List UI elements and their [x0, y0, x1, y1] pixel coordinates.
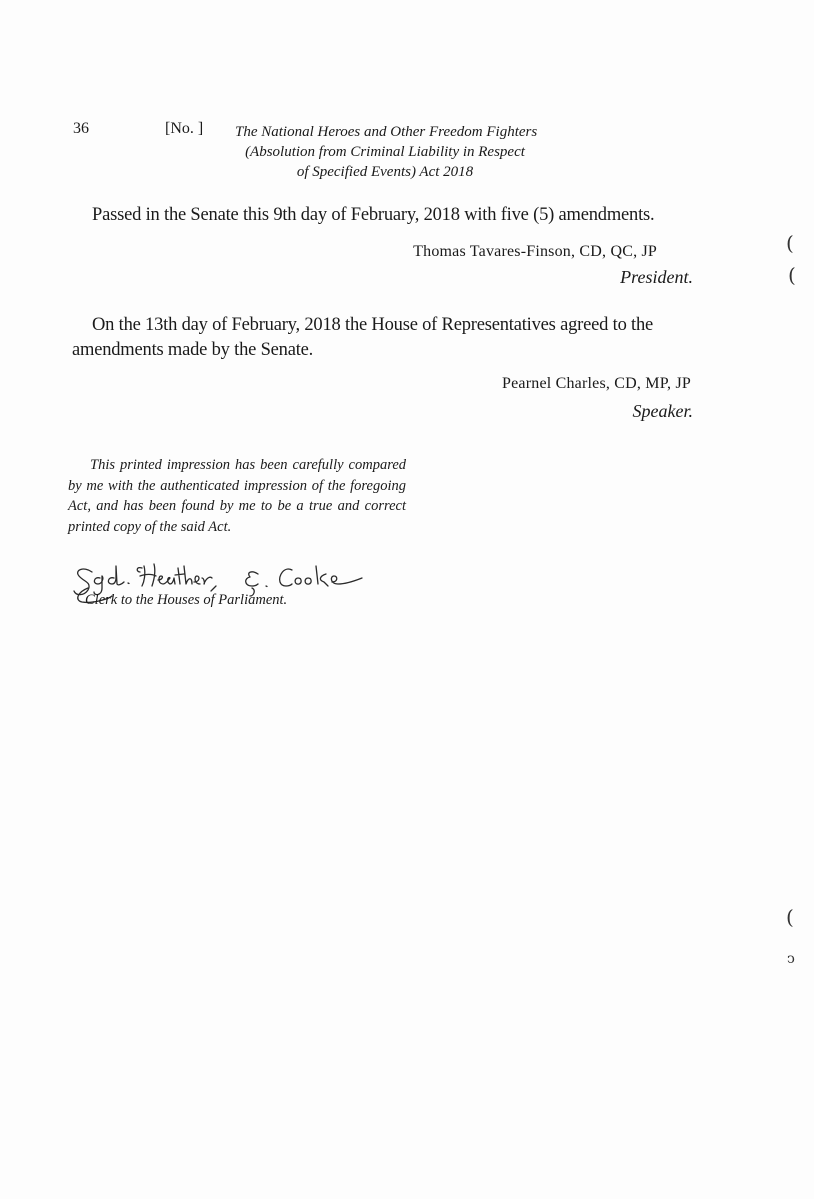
margin-mark: (: [786, 231, 794, 255]
running-title: [235, 122, 538, 182]
certification-paragraph: This printed impression has been carefully compared by me with the authenticated impression of the foregoing Act, and has been found by me to be a true and correct printed copy of the said Act.: [68, 457, 406, 535]
clerk-title: Clerk to the Houses of Parliament.: [85, 592, 288, 608]
president-name-text: Thomas Tavares-Finson, CD, QC, JP: [413, 243, 657, 260]
senate-passed-paragraph: Passed in the Senate this 9th day of February, 2018 with five (5) amendments.: [92, 205, 655, 225]
running-title-line: of Specified Events) Act 2018: [296, 164, 474, 180]
clerk-signature-block: [70, 558, 390, 618]
act-number: [No. ]: [165, 120, 204, 137]
margin-mark: (: [786, 905, 794, 929]
speaker-name-text: Pearnel Charles, CD, MP, JP: [502, 375, 691, 392]
speaker-name: [502, 375, 691, 393]
page-number: 36: [73, 120, 89, 137]
running-title-line: (Absolution from Criminal Liability in Respect: [245, 144, 525, 160]
margin-mark: ↄ: [787, 951, 795, 967]
margin-mark: (: [788, 263, 796, 287]
president-name: [413, 243, 657, 261]
house-agreed-paragraph: On the 13th day of February, 2018 the House of Representatives agreed to the amendments made by the Senate.: [72, 315, 654, 360]
speaker-title: Speaker.: [632, 401, 693, 421]
running-title-line: The National Heroes and Other Freedom Fighters: [235, 124, 538, 140]
president-title: President.: [620, 267, 693, 287]
